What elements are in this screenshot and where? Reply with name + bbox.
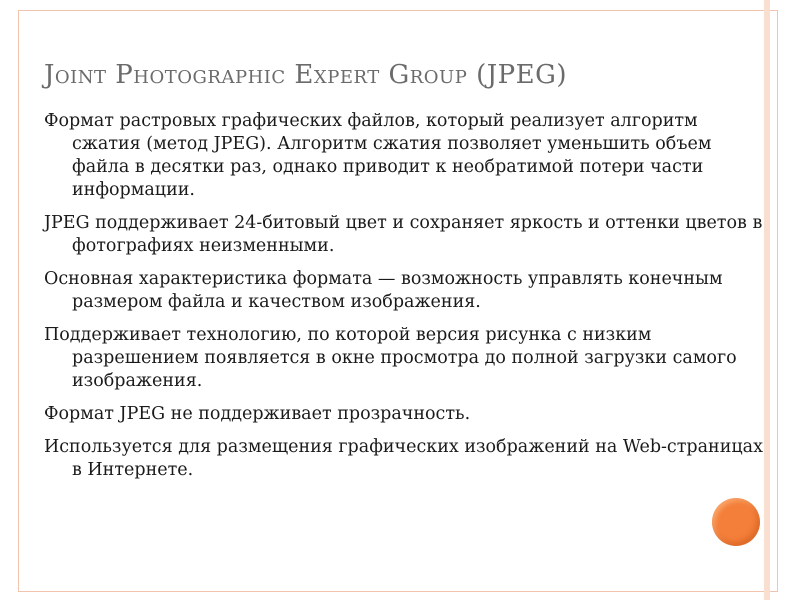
right-accent-bar: [764, 0, 770, 600]
slide-title: Joint Photographic Expert Group (JPEG): [44, 60, 568, 90]
paragraph-usage: Используется для размещения графических изображений на Web-страницах в Интернете.: [44, 437, 763, 480]
paragraph-transparency: Формат JPEG не поддерживает прозрачность.: [44, 404, 471, 424]
paragraph-progressive: Поддерживает технологию, по которой версия рисунка с низким разрешением появляется в окне просмотра до полной загрузки самого изображения.: [44, 325, 737, 391]
slide-body: [44, 110, 764, 492]
paragraph-color-support: JPEG поддерживает 24-битовый цвет и сохраняет яркость и оттенки цветов в фотографиях неизменными.: [44, 213, 763, 256]
paragraph-format-description: Формат растровых графических файлов, который реализует алгоритм сжатия (метод JPEG). Алгоритм сжатия позволяет уменьшить объем файла в десятки раз, однако приводит к необратимой потери части информации.: [44, 111, 712, 200]
orange-circle-decoration: [712, 498, 760, 546]
paragraph-main-feature: Основная характеристика формата — возможность управлять конечным размером файла и качеством изображения.: [44, 269, 723, 312]
